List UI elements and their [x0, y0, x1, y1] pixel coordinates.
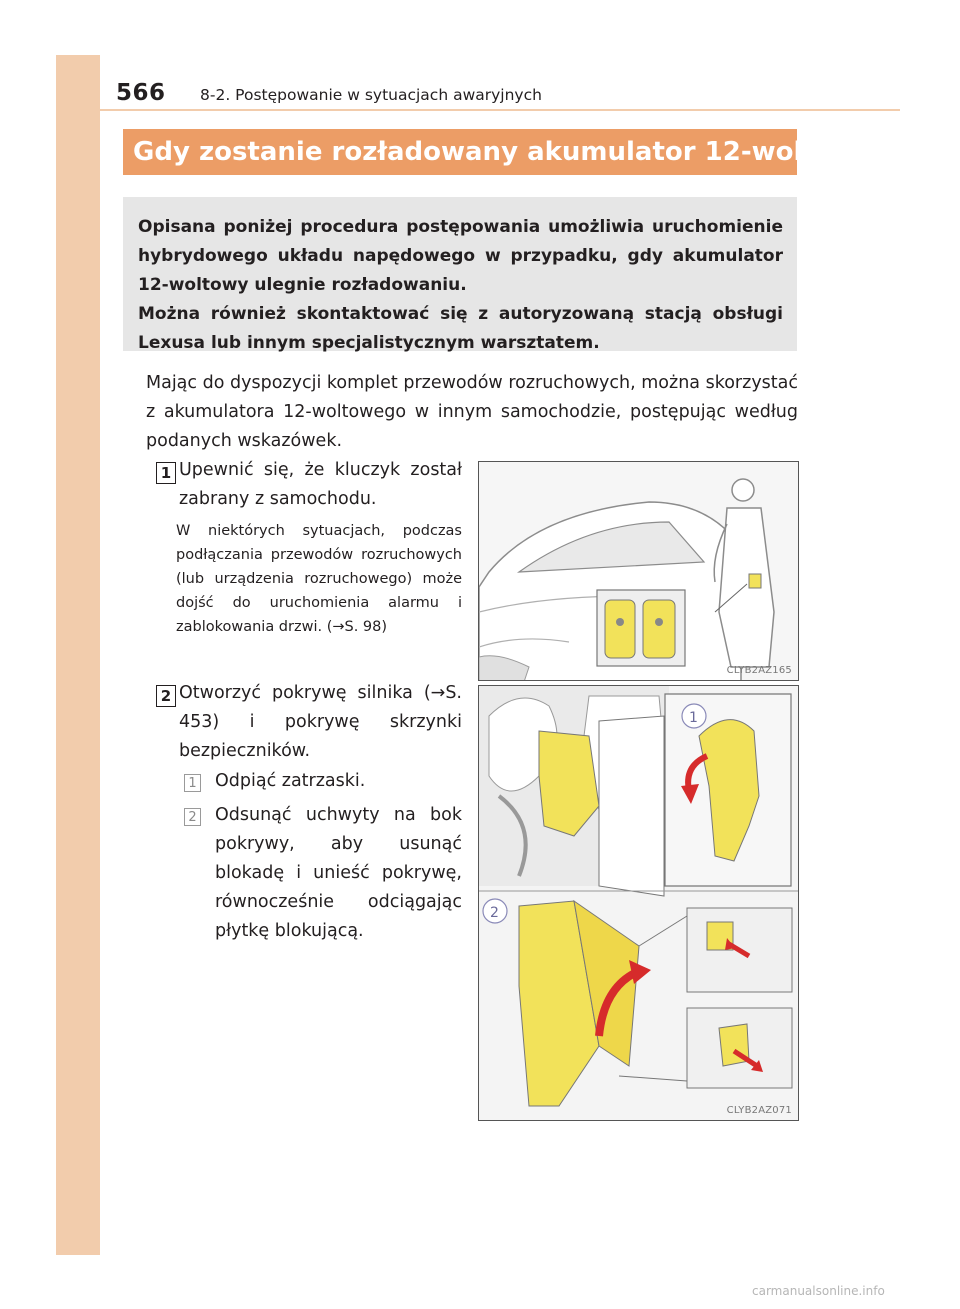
substep-2-number: 2 [184, 808, 201, 826]
figure-key-removal [478, 461, 799, 681]
side-color-bar [56, 55, 100, 1255]
svg-text:1: 1 [689, 710, 698, 726]
intro-line-1: Opisana poniżej procedura postępowania umożliwia uruchomienie hybrydowego układu napędowego w przypadku, gdy akumulator 12-woltowy ulegnie rozładowaniu. [138, 217, 783, 295]
lead-paragraph: Mając do dyspozycji komplet przewodów rozruchowych, można skorzystać z akumulatora 12-woltowego w innym samochodzie, postępując według podanych wskazówek. [146, 373, 798, 451]
page-number: 566 [116, 80, 166, 106]
watermark: carmanualsonline.info [752, 1284, 885, 1298]
substep-1-number: 1 [184, 774, 201, 792]
section-title: Gdy zostanie rozładowany akumulator 12-woltowy [123, 129, 797, 175]
section-reference: 8-2. Postępowanie w sytuacjach awaryjnych [200, 86, 542, 104]
substep-2-text: Odsunąć uchwyty na bok pokrywy, aby usunąć blokadę i unieść pokrywę, równocześnie odciągając płytkę blokującą. [215, 805, 462, 941]
step-2-text: Otworzyć pokrywę silnika (→S. 453) i pokrywę skrzynki bezpieczników. [179, 683, 462, 761]
figure-2-code: CLYB2AZ071 [726, 1105, 792, 1116]
substep-1-text: Odpiąć zatrzaski. [215, 771, 366, 791]
figure-1-code: CLYB2AZ165 [726, 665, 792, 676]
intro-line-2: Można również skontaktować się z autoryzowaną stacją obsługi Lexusa lub innym specjalistycznym warsztatem. [138, 304, 783, 353]
figure-fuse-box-cover [478, 685, 799, 1121]
car-door-illustration [479, 462, 799, 681]
step-1-note: W niektórych sytuacjach, podczas podłączania przewodów rozruchowych (lub urządzenia rozruchowego) może dojść do uruchomienia alarmu i zablokowania drzwi. (→S. 98) [176, 523, 462, 635]
fuse-box-illustration [479, 686, 799, 1121]
step-1-text: Upewnić się, że kluczyk został zabrany z samochodu. [179, 460, 462, 509]
step-1-number: 1 [156, 462, 176, 484]
svg-text:2: 2 [490, 905, 499, 921]
step-2-number: 2 [156, 685, 176, 707]
intro-box [123, 197, 797, 351]
header-rule [100, 109, 900, 111]
